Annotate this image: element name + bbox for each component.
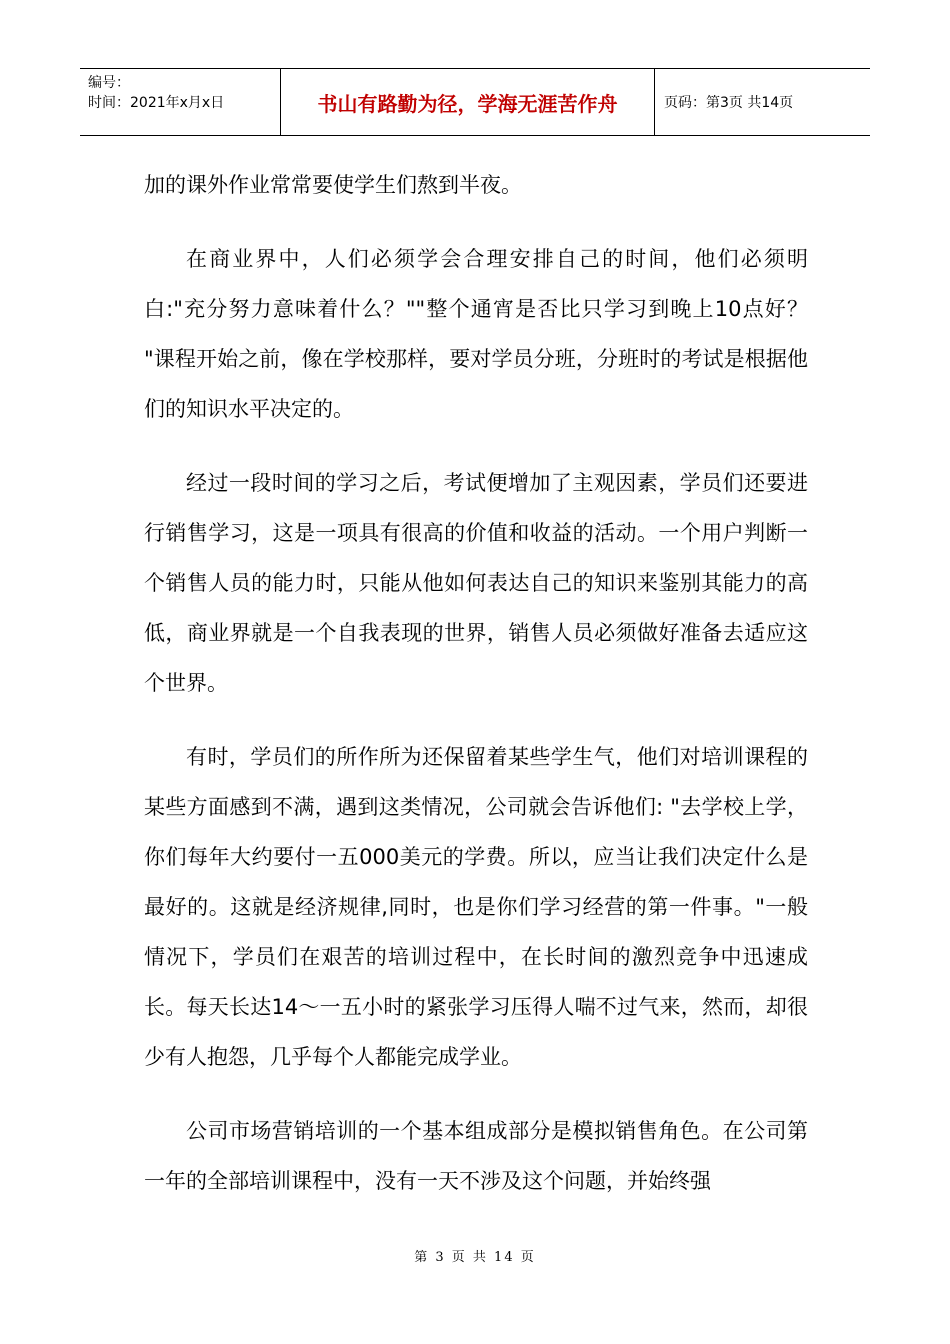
- header-meta-cell: [80, 69, 281, 135]
- header-motto: 书山有路勤为径，学海无涯苦作舟: [317, 91, 618, 116]
- paragraph: 经过一段时间的学习之后，考试便增加了主观因素，学员们还要进行销售学习，这是一项具有很高的价值和收益的活动。一个用户判断一个销售人员的能力时，只能从他如何表达自己的知识来鉴别其能力的高低，商业界就是一个自我表现的世界，销售人员必须做好准备去适应这个世界。: [144, 471, 808, 695]
- header-page-info: 页码：第3页 共14页: [664, 95, 794, 111]
- document-body: [144, 160, 808, 1230]
- document-time-label: 时间：2021年x月x日: [88, 95, 225, 111]
- page-footer: 第 3 页 共 14 页: [414, 1250, 536, 1265]
- document-number-label: 编号：: [88, 75, 130, 91]
- header-motto-cell: [281, 69, 655, 135]
- paragraph: 有时，学员们的所作所为还保留着某些学生气，他们对培训课程的某些方面感到不满，遇到这类情况，公司就会告诉他们: "去学校上学，你们每年大约要付一五000美元的学费。所以，应当让我们决定什么是最好的。这就是经济规律,同时，也是你们学习经营的第一件事。"一般情况下，学员们在艰苦的培训过程中，在长时间的激烈竞争中迅速成长。每天长达14～一五小时的紧张学习压得人喘不过气来，然而，却很少有人抱怨，几乎每个人都能完成学业。: [144, 745, 808, 1069]
- paragraph-continuation: 加的课外作业常常要使学生们熬到半夜。: [144, 173, 522, 197]
- document-header: [80, 68, 870, 136]
- paragraph: 公司市场营销培训的一个基本组成部分是模拟销售角色。在公司第一年的全部培训课程中，没有一天不涉及这个问题，并始终强: [144, 1119, 808, 1193]
- paragraph: 在商业界中，人们必须学会合理安排自己的时间，他们必须明白:"充分努力意味着什么？""整个通宵是否比只学习到晚上10点好？ "课程开始之前，像在学校那样，要对学员分班，分班时的考试是根据他们的知识水平决定的。: [144, 247, 808, 421]
- header-page-cell: [655, 69, 870, 135]
